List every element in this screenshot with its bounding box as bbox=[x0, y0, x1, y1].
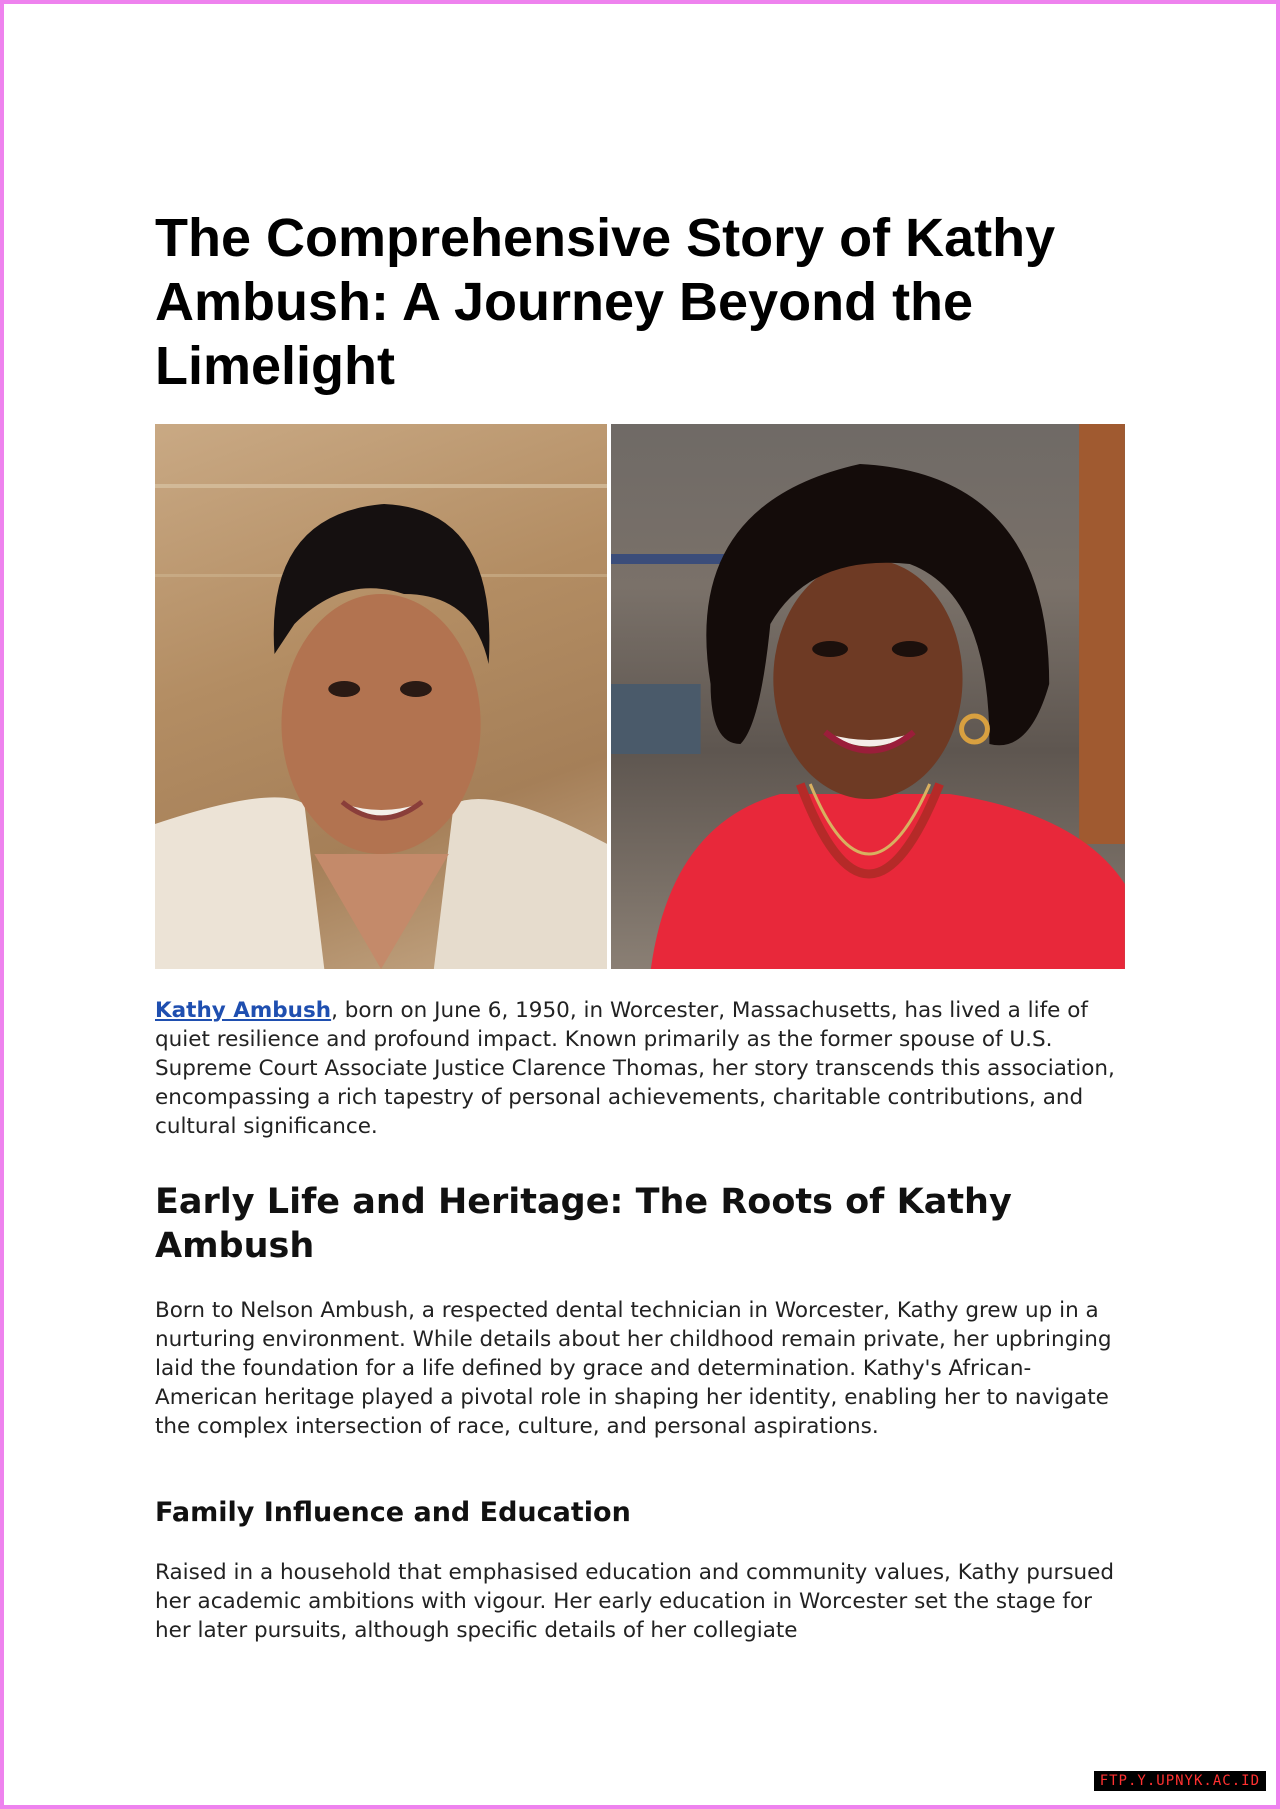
subsection-heading-family: Family Influence and Education bbox=[155, 1497, 631, 1528]
watermark-label: FTP.Y.UPNYK.AC.ID bbox=[1094, 1771, 1266, 1791]
early-life-paragraph: Born to Nelson Ambush, a respected dental technician in Worcester, Kathy grew up in a nurturing environment. While details about her childhood remain private, her upbringing laid the foundation for a life defined by grace and determination. Kathy's African-American heritage played a pivotal role in shaping her identity, enabling her to navigate the complex intersection of race, culture, and personal aspirations. bbox=[155, 1298, 1112, 1439]
intro-paragraph bbox=[155, 996, 1125, 1141]
portrait-photo-right bbox=[611, 424, 1125, 969]
article-title: The Comprehensive Story of Kathy Ambush: A Journey Beyond the Limelight bbox=[155, 208, 1056, 396]
intro-text: , born on June 6, 1950, in Worcester, Massachusetts, has lived a life of quiet resilience and profound impact. Known primarily as the former spouse of U.S. Supreme Court Associate Justice Clarence Thomas, her story transcends this association, encompassing a rich tapestry of personal achievements, charitable contributions, and cultural significance. bbox=[155, 998, 1115, 1139]
portrait-photo-left bbox=[155, 424, 607, 969]
kathy-ambush-link[interactable]: Kathy Ambush bbox=[155, 998, 332, 1023]
photo-composite bbox=[155, 424, 1125, 969]
section-heading-early-life: Early Life and Heritage: The Roots of Kathy Ambush bbox=[155, 1182, 1012, 1266]
family-paragraph: Raised in a household that emphasised education and community values, Kathy pursued her academic ambitions with vigour. Her early education in Worcester set the stage for her later pursuits, although specific details of her collegiate bbox=[155, 1560, 1115, 1643]
